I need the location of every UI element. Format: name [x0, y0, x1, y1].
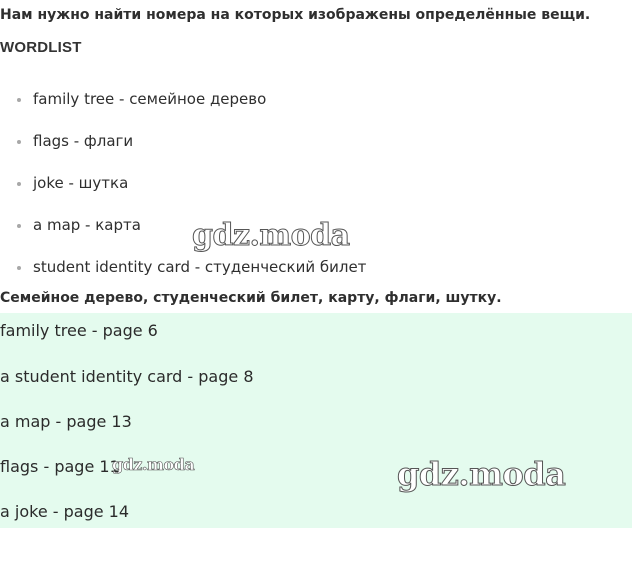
wordlist-item	[0, 250, 366, 292]
answer-row: a joke - page 14	[0, 502, 130, 521]
watermark-logo: gdz.moda	[112, 455, 195, 474]
answer-summary: Семейное дерево, студенческий билет, карту, флаги, шутку.	[0, 290, 502, 306]
wordlist-heading: WORDLIST	[0, 39, 82, 56]
wordlist-item-text: student identity card - студенческий билет	[33, 258, 367, 276]
bullet-icon	[17, 140, 21, 144]
answer-row: flags - page 11	[0, 457, 120, 476]
answer-row: a map - page 13	[0, 412, 132, 431]
answer-row: a student identity card - page 8	[0, 367, 254, 386]
instruction-text: Нам нужно найти номера на которых изображены определённые вещи.	[0, 7, 591, 23]
answer-row: family tree - page 6	[0, 321, 158, 340]
wordlist-item-text: family tree - семейное дерево	[33, 90, 267, 108]
bullet-icon	[17, 224, 21, 228]
wordlist-item	[0, 82, 366, 124]
wordlist-item	[0, 124, 366, 166]
watermark-logo: gdz.moda	[397, 455, 566, 493]
wordlist	[0, 82, 366, 292]
bullet-icon	[17, 98, 21, 102]
bullet-icon	[17, 182, 21, 186]
watermark-logo: gdz.moda	[192, 218, 350, 253]
answer-box	[0, 313, 632, 528]
wordlist-item-text: joke - шутка	[33, 174, 129, 192]
wordlist-item	[0, 166, 366, 208]
bullet-icon	[17, 266, 21, 270]
wordlist-item-text: a map - карта	[33, 216, 141, 234]
wordlist-item-text: flags - флаги	[33, 132, 134, 150]
